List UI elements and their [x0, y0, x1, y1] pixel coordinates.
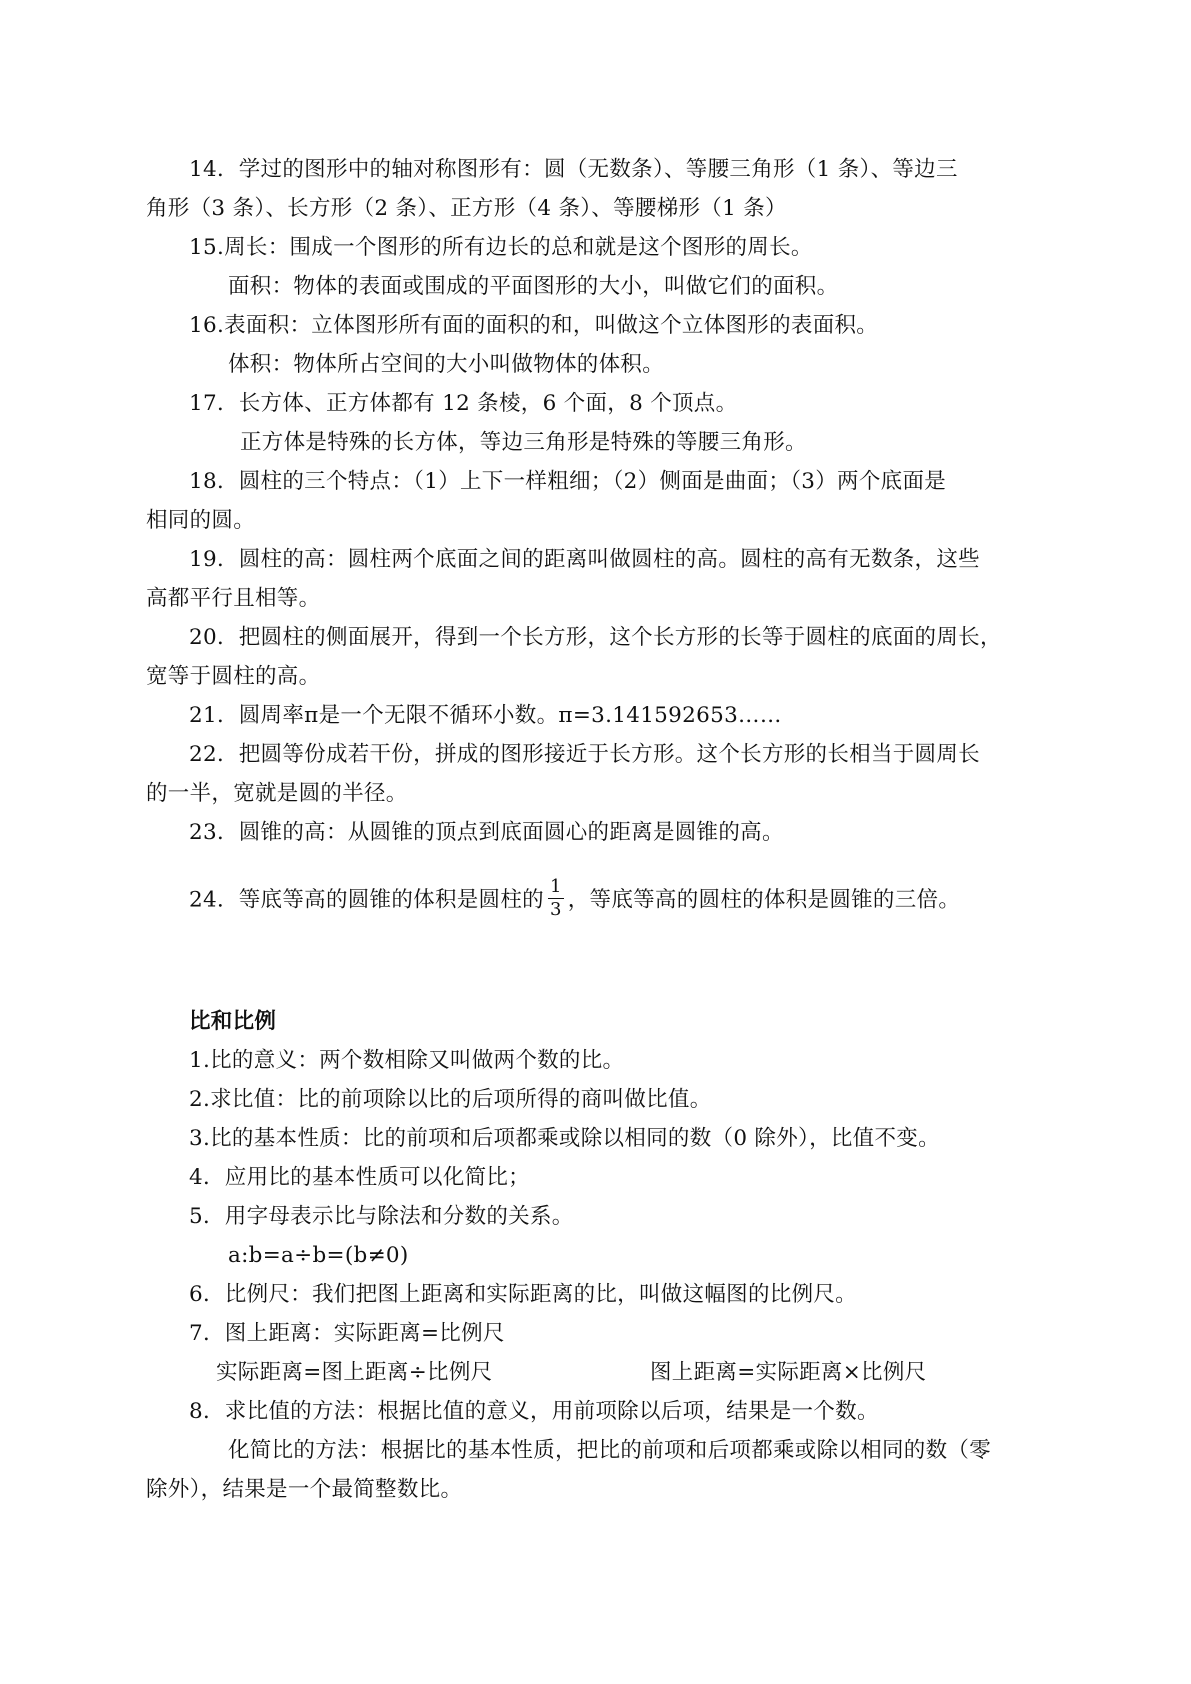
ratio-item-6: 6．比例尺：我们把图上距离和实际距离的比，叫做这幅图的比例尺。	[189, 1282, 857, 1307]
ratio-item-4: 4．应用比的基本性质可以化简比；	[189, 1165, 530, 1190]
item-16-surface-area: 16.表面积：立体图形所有面的面积的和，叫做这个立体图形的表面积。	[189, 313, 879, 338]
item-14-line-2: 角形（3 条）、长方形（2 条）、正方形（4 条）、等腰梯形（1 条）	[146, 196, 787, 221]
item-19-line-2: 高都平行且相等。	[146, 586, 321, 611]
item-24-text-before: 24．等底等高的圆锥的体积是圆柱的	[189, 887, 544, 913]
item-21: 21．圆周率π是一个无限不循环小数。π=3.141592653……	[189, 703, 782, 728]
ratio-item-7-formula-right: 图上距离=实际距离×比例尺	[650, 1360, 927, 1385]
item-14-line-1: 14．学过的图形中的轴对称图形有：圆（无数条）、等腰三角形（1 条）、等边三	[189, 157, 958, 182]
item-16-volume: 体积：物体所占空间的大小叫做物体的体积。	[228, 352, 665, 377]
ratio-item-2: 2.求比值：比的前项除以比的后项所得的商叫做比值。	[189, 1087, 712, 1112]
ratio-item-8-simplify-line-2: 除外），结果是一个最简整数比。	[146, 1477, 463, 1502]
ratio-item-1: 1.比的意义：两个数相除又叫做两个数的比。	[189, 1048, 625, 1073]
item-17-line-2: 正方体是特殊的长方体，等边三角形是特殊的等腰三角形。	[240, 430, 807, 455]
item-24-text-after: ，等底等高的圆柱的体积是圆锥的三倍。	[567, 887, 961, 913]
ratio-item-7: 7．图上距离：实际距离=比例尺	[189, 1321, 505, 1346]
item-20-line-2: 宽等于圆柱的高。	[146, 664, 321, 689]
item-24	[189, 878, 960, 923]
section-heading-ratio: 比和比例	[189, 1009, 277, 1034]
fraction-numerator: 1	[549, 876, 562, 897]
item-18-line-2: 相同的圆。	[146, 508, 256, 533]
item-23: 23．圆锥的高：从圆锥的顶点到底面圆心的距离是圆锥的高。	[189, 820, 784, 845]
item-22-line-2: 的一半，宽就是圆的半径。	[146, 781, 408, 806]
ratio-item-7-formula-left: 实际距离=图上距离÷比例尺	[216, 1360, 493, 1385]
item-15-area: 面积：物体的表面或围成的平面图形的大小，叫做它们的面积。	[228, 274, 839, 299]
item-20-line-1: 20．把圆柱的侧面展开，得到一个长方形，这个长方形的长等于圆柱的底面的周长，	[189, 625, 1002, 650]
ratio-item-5-formula: a:b=a÷b=(b≠0)	[228, 1243, 409, 1268]
ratio-item-8-simplify-line-1: 化简比的方法：根据比的基本性质，把比的前项和后项都乘或除以相同的数（零	[228, 1438, 992, 1463]
item-18-line-1: 18．圆柱的三个特点：（1）上下一样粗细；（2）侧面是曲面；（3）两个底面是	[189, 469, 947, 494]
fraction-denominator: 3	[549, 899, 562, 920]
ratio-item-8: 8．求比值的方法：根据比值的意义，用前项除以后项，结果是一个数。	[189, 1399, 879, 1424]
ratio-item-5: 5．用字母表示比与除法和分数的关系。	[189, 1204, 574, 1229]
item-17-line-1: 17．长方体、正方体都有 12 条棱，6 个面，8 个顶点。	[189, 391, 738, 416]
item-15-perimeter: 15.周长：围成一个图形的所有边长的总和就是这个图形的周长。	[189, 235, 813, 260]
item-22-line-1: 22．把圆等份成若干份，拼成的图形接近于长方形。这个长方形的长相当于圆周长	[189, 742, 980, 767]
fraction-one-third	[548, 876, 564, 921]
ratio-item-3: 3.比的基本性质：比的前项和后项都乘或除以相同的数（0 除外），比值不变。	[189, 1126, 940, 1151]
item-19-line-1: 19．圆柱的高：圆柱两个底面之间的距离叫做圆柱的高。圆柱的高有无数条，这些	[189, 547, 980, 572]
